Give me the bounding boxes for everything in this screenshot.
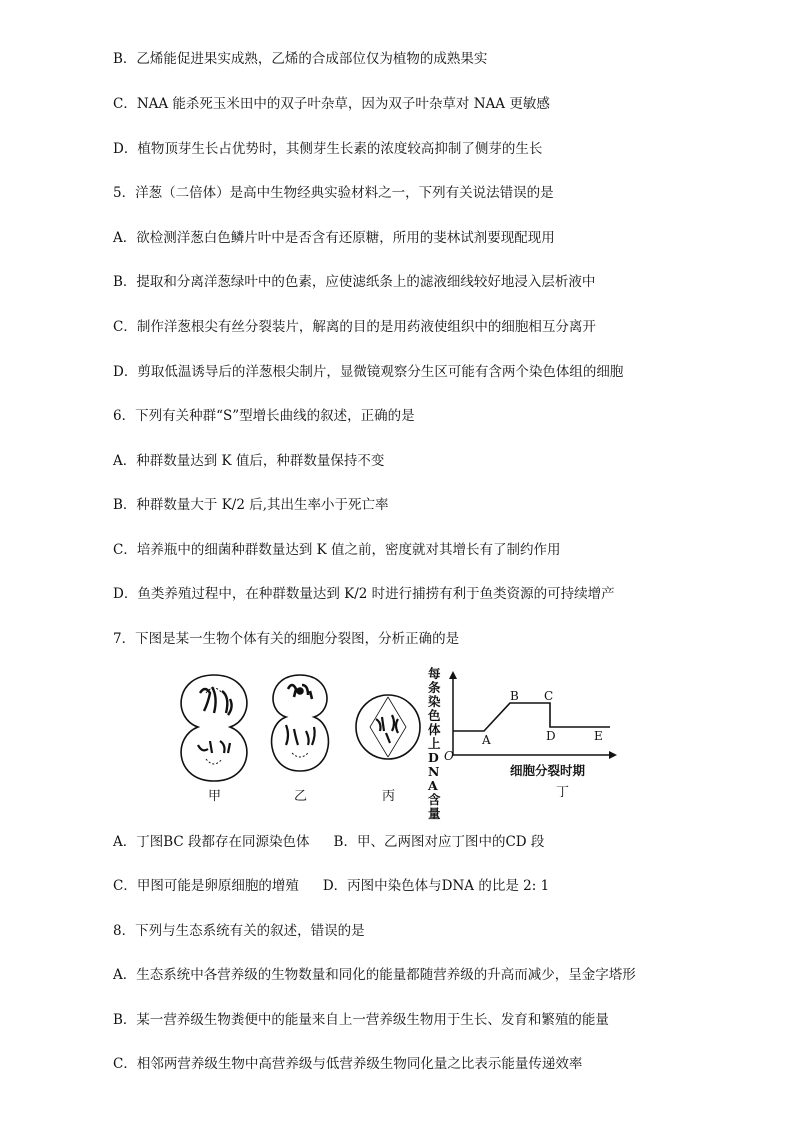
option-line: B．乙烯能促进果实成熟，乙烯的合成部位仅为植物的成熟果实: [113, 51, 488, 67]
q7-option-c: C．甲图可能是卵原细胞的增殖: [113, 878, 299, 894]
cell-label-bing: 丙: [382, 789, 396, 804]
option-line: B．种群数量大于 K/2 后,其出生率小于死亡率: [113, 497, 389, 513]
cell-label-jia: 甲: [208, 789, 222, 804]
option-line: C．培养瓶中的细菌种群数量达到 K 值之前，密度就对其增长有了制约作用: [113, 542, 561, 558]
option-line: D．植物顶芽生长占优势时，其侧芽生长素的浓度较高抑制了侧芽的生长: [113, 141, 543, 157]
question-stem: 5．洋葱（二倍体）是高中生物经典实验材料之一，下列有关说法错误的是: [113, 185, 554, 201]
option-line: C．NAA 能杀死玉米田中的双子叶杂草，因为双子叶杂草对 NAA 更敏感: [113, 96, 550, 112]
question-stem: 7．下图是某一生物个体有关的细胞分裂图，分析正确的是: [113, 631, 460, 647]
point-label-c: C: [544, 689, 554, 703]
option-line: C．相邻两营养级生物中高营养级与低营养级生物同化量之比表示能量传递效率: [113, 1056, 583, 1072]
point-label-e: E: [594, 729, 603, 743]
cell-bing: [356, 695, 420, 759]
option-line: B．提取和分离洋葱绿叶中的色素，应使滤纸条上的滤液细线较好地浸入层析液中: [113, 274, 596, 290]
option-line: A．生态系统中各营养级的生物数量和同化的能量都随营养级的升高而减少，呈金字塔形: [113, 967, 636, 983]
option-line: A．种群数量达到 K 值后，种群数量保持不变: [113, 453, 385, 469]
origin-label: O: [444, 749, 454, 763]
point-label-d: D: [546, 729, 556, 743]
question-stem: 6．下列有关种群“S”型增长曲线的叙述，正确的是: [113, 408, 415, 424]
q7-option-b: B．甲、乙两图对应丁图中的CD 段: [333, 834, 545, 850]
cell-division-figure: [170, 663, 630, 821]
graph-ding: [449, 671, 617, 759]
cell-label-yi: 乙: [294, 789, 308, 804]
cell-yi: [272, 675, 329, 771]
q7-option-d: D．丙图中染色体与DNA 的比是 2: 1: [322, 878, 550, 894]
y-axis-label: 每条染色体上DNA含量: [428, 666, 441, 821]
cell-label-ding: 丁: [556, 785, 570, 800]
question-stem: 8．下列与生态系统有关的叙述，错误的是: [113, 923, 365, 939]
q7-options-row-1: [113, 833, 544, 851]
option-line: C．制作洋葱根尖有丝分裂装片，解离的目的是用药液使组织中的细胞相互分离开: [113, 319, 596, 335]
option-line: D．剪取低温诱导后的洋葱根尖制片，显微镜观察分生区可能有含两个染色体组的细胞: [113, 364, 624, 380]
q7-options-row-2: [113, 877, 549, 895]
point-label-a: A: [482, 733, 491, 747]
x-axis-label: 细胞分裂时期: [510, 763, 586, 778]
q7-option-a: A．丁图BC 段都存在同源染色体: [113, 834, 310, 850]
point-label-b: B: [510, 689, 519, 703]
option-line: B．某一营养级生物粪便中的能量来自上一营养级生物用于生长、发育和繁殖的能量: [113, 1012, 609, 1028]
option-line: D．鱼类养殖过程中，在种群数量达到 K/2 时进行捕捞有利于鱼类资源的可持续增产: [113, 586, 615, 602]
option-line: A．欲检测洋葱白色鳞片叶中是否含有还原糖，所用的斐林试剂要现配现用: [113, 230, 555, 246]
cell-jia: [181, 675, 247, 781]
